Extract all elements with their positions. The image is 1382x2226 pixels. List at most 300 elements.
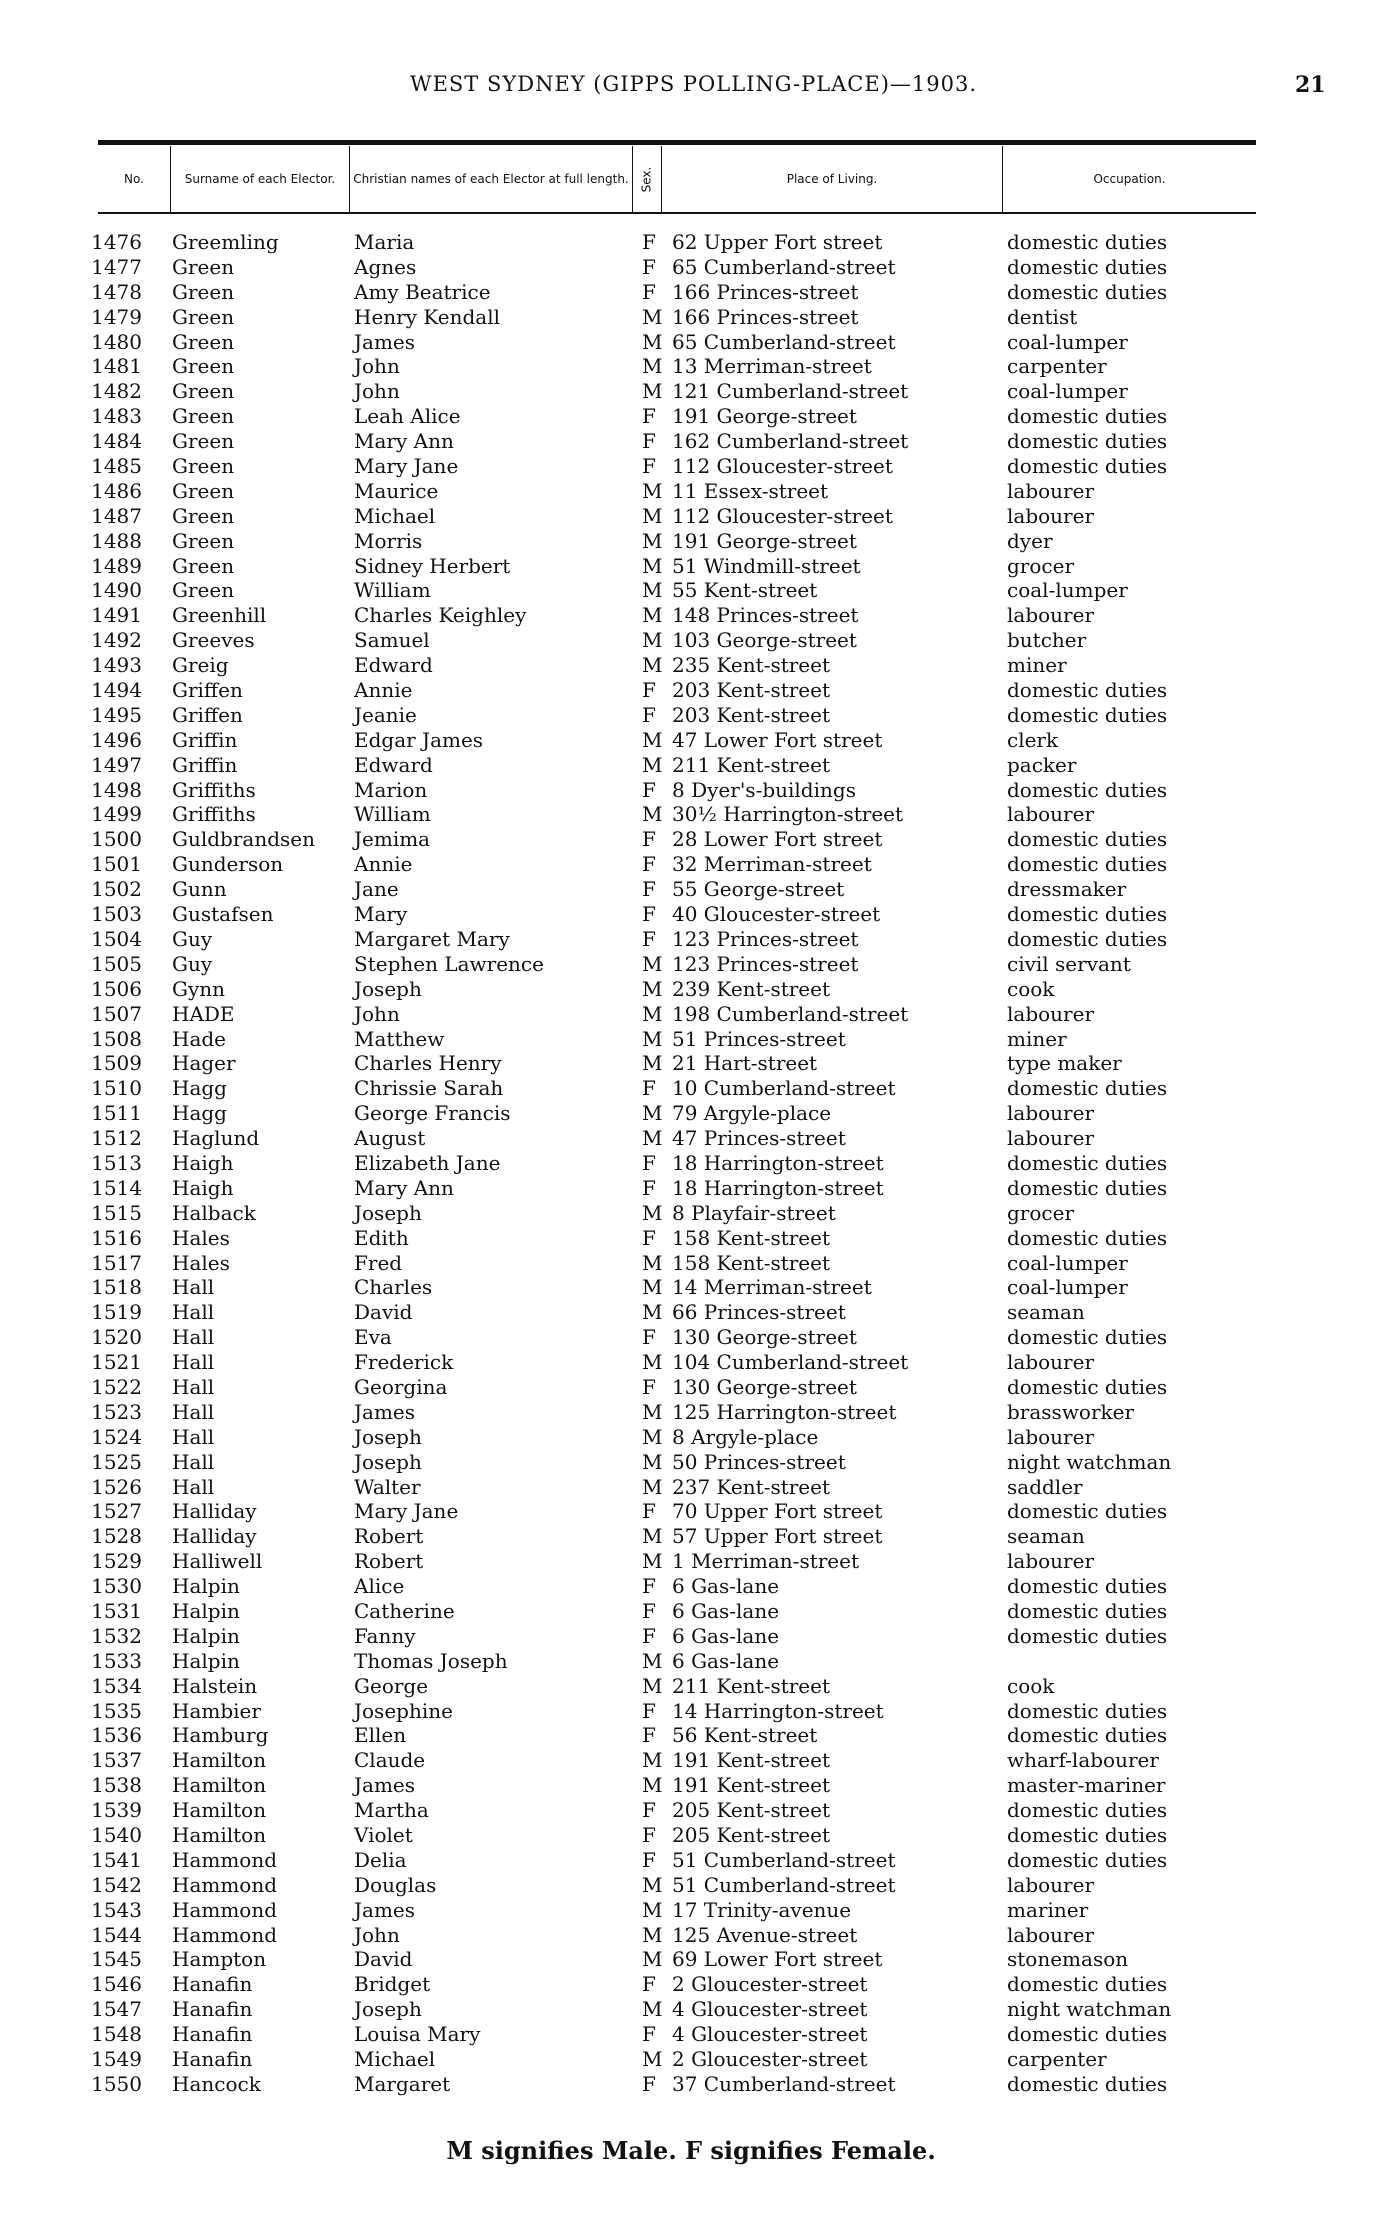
elector-sex: F [642, 2071, 656, 2096]
elector-number: 1502 [91, 877, 142, 902]
elector-occupation: coal-lumper [1007, 1250, 1128, 1275]
table-row [0, 1997, 1382, 2022]
col-header-surname: Surname of each Elector. [184, 171, 336, 186]
elector-place-of-living: 4 Gloucester-street [672, 1997, 868, 2022]
elector-number: 1543 [91, 1897, 142, 1922]
elector-christian-names: James [354, 1399, 416, 1424]
elector-surname: Green [172, 304, 235, 329]
elector-number: 1493 [91, 653, 142, 678]
elector-number: 1544 [91, 1922, 142, 1947]
elector-sex: F [642, 678, 656, 703]
elector-surname: Hager [172, 1051, 236, 1076]
elector-sex: F [642, 1798, 656, 1823]
elector-place-of-living: 121 Cumberland-street [672, 379, 909, 404]
elector-occupation: wharf-labourer [1007, 1748, 1159, 1773]
table-row [0, 255, 1382, 280]
table-row [0, 852, 1382, 877]
elector-surname: Green [172, 329, 235, 354]
elector-sex: M [642, 1001, 663, 1026]
elector-occupation: domestic duties [1007, 1499, 1168, 1524]
elector-surname: Haigh [172, 1150, 234, 1175]
table-row [0, 1699, 1382, 1724]
elector-surname: Green [172, 354, 235, 379]
elector-occupation: butcher [1007, 628, 1087, 653]
elector-christian-names: Joseph [354, 1449, 422, 1474]
elector-surname: Green [172, 578, 235, 603]
elector-place-of-living: 55 George-street [672, 877, 845, 902]
elector-occupation: domestic duties [1007, 1598, 1168, 1623]
elector-number: 1505 [91, 951, 142, 976]
elector-christian-names: Delia [354, 1847, 407, 1872]
elector-sex: M [642, 478, 663, 503]
elector-occupation: domestic duties [1007, 1150, 1168, 1175]
elector-sex: F [642, 1723, 656, 1748]
elector-surname: Hammond [172, 1872, 278, 1897]
elector-christian-names: James [354, 1773, 416, 1798]
elector-occupation: type maker [1007, 1051, 1122, 1076]
elector-occupation: miner [1007, 1026, 1067, 1051]
elector-occupation: labourer [1007, 1350, 1095, 1375]
elector-sex: M [642, 1673, 663, 1698]
elector-surname: Hall [172, 1325, 215, 1350]
elector-occupation: domestic duties [1007, 429, 1168, 454]
elector-christian-names: Mary Jane [354, 1499, 459, 1524]
elector-place-of-living: 28 Lower Fort street [672, 827, 883, 852]
elector-christian-names: Fanny [354, 1623, 416, 1648]
elector-surname: Gunderson [172, 852, 284, 877]
elector-christian-names: August [354, 1126, 426, 1151]
elector-occupation: labourer [1007, 1872, 1095, 1897]
elector-number: 1528 [91, 1524, 142, 1549]
elector-place-of-living: 123 Princes-street [672, 951, 859, 976]
elector-christian-names: Bridget [354, 1972, 431, 1997]
elector-number: 1537 [91, 1748, 142, 1773]
elector-occupation: domestic duties [1007, 1574, 1168, 1599]
table-row [0, 1923, 1382, 1948]
elector-christian-names: Joseph [354, 1997, 422, 2022]
elector-christian-names: Elizabeth Jane [354, 1150, 501, 1175]
table-row [0, 603, 1382, 628]
elector-occupation: seaman [1007, 1524, 1085, 1549]
table-row [0, 977, 1382, 1002]
elector-christian-names: Annie [354, 678, 413, 703]
elector-christian-names: Stephen Lawrence [354, 951, 544, 976]
table-row [0, 1226, 1382, 1251]
elector-occupation: domestic duties [1007, 1225, 1168, 1250]
elector-surname: Hammond [172, 1847, 278, 1872]
elector-sex: F [642, 1175, 656, 1200]
elector-number: 1497 [91, 752, 142, 777]
elector-occupation: carpenter [1007, 2047, 1107, 2072]
elector-surname: Halpin [172, 1648, 240, 1673]
elector-occupation: cook [1007, 976, 1055, 1001]
elector-place-of-living: 57 Upper Fort street [672, 1524, 883, 1549]
elector-surname: Halpin [172, 1574, 240, 1599]
elector-place-of-living: 37 Cumberland-street [672, 2071, 896, 2096]
elector-place-of-living: 235 Kent-street [672, 653, 831, 678]
elector-number: 1526 [91, 1474, 142, 1499]
elector-surname: Halliwell [172, 1549, 263, 1574]
elector-surname: Griffen [172, 702, 243, 727]
elector-number: 1492 [91, 628, 142, 653]
elector-place-of-living: 191 Kent-street [672, 1748, 831, 1773]
elector-occupation: coal-lumper [1007, 329, 1128, 354]
table-row [0, 330, 1382, 355]
elector-occupation: domestic duties [1007, 926, 1168, 951]
elector-christian-names: John [354, 379, 400, 404]
elector-number: 1535 [91, 1698, 142, 1723]
elector-occupation: domestic duties [1007, 1847, 1168, 1872]
col-header-occupation: Occupation. [1093, 171, 1166, 186]
elector-christian-names: Michael [354, 2047, 436, 2072]
elector-number: 1525 [91, 1449, 142, 1474]
elector-sex: M [642, 1101, 663, 1126]
elector-christian-names: Maurice [354, 478, 439, 503]
elector-sex: M [642, 2047, 663, 2072]
table-row [0, 1151, 1382, 1176]
elector-sex: F [642, 777, 656, 802]
table-row [0, 1251, 1382, 1276]
table-row [0, 1549, 1382, 1574]
elector-surname: Gustafsen [172, 902, 274, 927]
elector-sex: F [642, 877, 656, 902]
table-row [0, 1972, 1382, 1997]
elector-number: 1519 [91, 1300, 142, 1325]
table-row [0, 1076, 1382, 1101]
elector-surname: Hall [172, 1350, 215, 1375]
table-row [0, 653, 1382, 678]
elector-place-of-living: 55 Kent-street [672, 578, 818, 603]
elector-sex: M [642, 1922, 663, 1947]
elector-sex: F [642, 1847, 656, 1872]
elector-christian-names: William [354, 578, 431, 603]
table-row [0, 2047, 1382, 2072]
elector-surname: Greemling [172, 230, 279, 254]
elector-christian-names: Michael [354, 503, 436, 528]
elector-surname: Green [172, 279, 235, 304]
elector-occupation: domestic duties [1007, 1076, 1168, 1101]
elector-number: 1486 [91, 478, 142, 503]
elector-surname: Green [172, 429, 235, 454]
table-row [0, 1798, 1382, 1823]
elector-number: 1490 [91, 578, 142, 603]
elector-place-of-living: 65 Cumberland-street [672, 329, 896, 354]
elector-surname: Halliday [172, 1499, 257, 1524]
elector-occupation: domestic duties [1007, 777, 1168, 802]
elector-place-of-living: 6 Gas-lane [672, 1623, 780, 1648]
elector-sex: M [642, 354, 663, 379]
elector-sex: F [642, 1823, 656, 1847]
page-title: WEST SYDNEY (GIPPS POLLING-PLACE)—1903. [410, 72, 978, 96]
elector-number: 1514 [91, 1175, 142, 1200]
elector-place-of-living: 65 Cumberland-street [672, 254, 896, 279]
elector-surname: Hamilton [172, 1773, 267, 1798]
elector-occupation: coal-lumper [1007, 379, 1128, 404]
elector-occupation: packer [1007, 752, 1077, 777]
elector-number: 1550 [91, 2071, 142, 2096]
elector-christian-names: Robert [354, 1524, 424, 1549]
elector-christian-names: Eva [354, 1325, 392, 1350]
elector-number: 1517 [91, 1250, 142, 1275]
elector-number: 1518 [91, 1275, 142, 1300]
elector-occupation: domestic duties [1007, 902, 1168, 927]
elector-occupation: domestic duties [1007, 1972, 1168, 1997]
header-rule-bottom [98, 212, 1256, 214]
elector-place-of-living: 162 Cumberland-street [672, 429, 909, 454]
table-row [0, 230, 1382, 255]
elector-number: 1501 [91, 852, 142, 877]
elector-place-of-living: 17 Trinity-avenue [672, 1897, 852, 1922]
elector-number: 1491 [91, 603, 142, 628]
elector-sex: M [642, 1026, 663, 1051]
elector-occupation: domestic duties [1007, 1374, 1168, 1399]
elector-place-of-living: 4 Gloucester-street [672, 2022, 868, 2047]
elector-occupation: labourer [1007, 503, 1095, 528]
elector-number: 1533 [91, 1648, 142, 1673]
elector-place-of-living: 205 Kent-street [672, 1798, 831, 1823]
table-row [0, 404, 1382, 429]
table-row [0, 1773, 1382, 1798]
elector-place-of-living: 18 Harrington-street [672, 1175, 884, 1200]
elector-occupation: domestic duties [1007, 1798, 1168, 1823]
elector-sex: F [642, 404, 656, 429]
elector-occupation: domestic duties [1007, 678, 1168, 703]
elector-place-of-living: 1 Merriman-street [672, 1549, 860, 1574]
elector-occupation: domestic duties [1007, 254, 1168, 279]
elector-place-of-living: 203 Kent-street [672, 702, 831, 727]
table-row [0, 1126, 1382, 1151]
elector-christian-names: Martha [354, 1798, 429, 1823]
elector-number: 1482 [91, 379, 142, 404]
elector-number: 1489 [91, 553, 142, 578]
elector-christian-names: Annie [354, 852, 413, 877]
elector-number: 1541 [91, 1847, 142, 1872]
table-row [0, 1574, 1382, 1599]
table-row [0, 753, 1382, 778]
elector-sex: F [642, 1325, 656, 1350]
table-row [0, 1624, 1382, 1649]
elector-number: 1476 [91, 230, 142, 254]
col-header-place: Place of Living. [786, 171, 878, 186]
elector-christian-names: Margaret Mary [354, 926, 510, 951]
elector-surname: Hamilton [172, 1823, 267, 1847]
elector-sex: M [642, 1897, 663, 1922]
elector-place-of-living: 40 Gloucester-street [672, 902, 881, 927]
elector-surname: Hagg [172, 1101, 227, 1126]
elector-number: 1487 [91, 503, 142, 528]
elector-sex: M [642, 1773, 663, 1798]
elector-surname: Hamburg [172, 1723, 269, 1748]
elector-christian-names: Mary Ann [354, 429, 454, 454]
table-row [0, 1300, 1382, 1325]
elector-surname: Hales [172, 1250, 230, 1275]
elector-number: 1481 [91, 354, 142, 379]
elector-christian-names: Charles [354, 1275, 433, 1300]
elector-sex: F [642, 1076, 656, 1101]
table-row [0, 504, 1382, 529]
elector-number: 1499 [91, 802, 142, 827]
table-row [0, 628, 1382, 653]
elector-christian-names: Chrissie Sarah [354, 1076, 504, 1101]
elector-number: 1520 [91, 1325, 142, 1350]
elector-sex: F [642, 702, 656, 727]
elector-list [0, 230, 1382, 2097]
elector-number: 1532 [91, 1623, 142, 1648]
elector-christian-names: David [354, 1947, 413, 1972]
col-header-sex-cell [633, 146, 661, 212]
elector-surname: Hall [172, 1374, 215, 1399]
elector-surname: Guy [172, 926, 213, 951]
elector-sex: M [642, 1997, 663, 2022]
elector-sex: M [642, 578, 663, 603]
elector-occupation: labourer [1007, 478, 1095, 503]
elector-number: 1538 [91, 1773, 142, 1798]
elector-place-of-living: 47 Lower Fort street [672, 727, 883, 752]
elector-occupation: labourer [1007, 802, 1095, 827]
elector-sex: M [642, 1748, 663, 1773]
elector-surname: Green [172, 503, 235, 528]
elector-surname: Hall [172, 1424, 215, 1449]
elector-number: 1523 [91, 1399, 142, 1424]
elector-number: 1506 [91, 976, 142, 1001]
elector-christian-names: Douglas [354, 1872, 437, 1897]
page-number: 21 [1295, 72, 1326, 98]
elector-christian-names: Morris [354, 528, 423, 553]
table-row [0, 1947, 1382, 1972]
elector-christian-names: Amy Beatrice [354, 279, 491, 304]
elector-number: 1540 [91, 1823, 142, 1847]
elector-christian-names: Samuel [354, 628, 430, 653]
elector-place-of-living: 79 Argyle-place [672, 1101, 832, 1126]
elector-christian-names: Maria [354, 230, 415, 254]
elector-surname: Green [172, 553, 235, 578]
elector-occupation: coal-lumper [1007, 1275, 1128, 1300]
elector-place-of-living: 205 Kent-street [672, 1823, 831, 1847]
elector-occupation: labourer [1007, 603, 1095, 628]
elector-christian-names: Sidney Herbert [354, 553, 511, 578]
table-row [0, 280, 1382, 305]
elector-occupation: domestic duties [1007, 1325, 1168, 1350]
elector-number: 1494 [91, 678, 142, 703]
elector-surname: Hanafin [172, 1972, 253, 1997]
elector-sex: M [642, 1250, 663, 1275]
elector-number: 1531 [91, 1598, 142, 1623]
elector-place-of-living: 51 Cumberland-street [672, 1872, 896, 1897]
elector-sex: M [642, 1275, 663, 1300]
header-rule-top [98, 140, 1256, 145]
elector-sex: M [642, 304, 663, 329]
elector-surname: Guy [172, 951, 213, 976]
table-row [0, 1002, 1382, 1027]
elector-occupation: labourer [1007, 1424, 1095, 1449]
elector-christian-names: Catherine [354, 1598, 455, 1623]
elector-place-of-living: 198 Cumberland-street [672, 1001, 909, 1026]
elector-surname: Hales [172, 1225, 230, 1250]
elector-place-of-living: 125 Harrington-street [672, 1399, 897, 1424]
elector-surname: Hall [172, 1275, 215, 1300]
elector-christian-names: Jeanie [354, 702, 417, 727]
elector-surname: Green [172, 254, 235, 279]
elector-place-of-living: 6 Gas-lane [672, 1598, 780, 1623]
table-row [0, 1201, 1382, 1226]
elector-christian-names: Joseph [354, 1200, 422, 1225]
elector-number: 1509 [91, 1051, 142, 1076]
elector-surname: Green [172, 528, 235, 553]
elector-sex: M [642, 1126, 663, 1151]
elector-sex: M [642, 1051, 663, 1076]
elector-surname: Halstein [172, 1673, 258, 1698]
table-row [0, 1649, 1382, 1674]
table-row [0, 1101, 1382, 1126]
elector-number: 1507 [91, 1001, 142, 1026]
elector-number: 1488 [91, 528, 142, 553]
elector-occupation: labourer [1007, 1922, 1095, 1947]
elector-place-of-living: 104 Cumberland-street [672, 1350, 909, 1375]
elector-sex: F [642, 230, 656, 254]
elector-christian-names: James [354, 1897, 416, 1922]
elector-surname: Haglund [172, 1126, 260, 1151]
table-row [0, 1375, 1382, 1400]
elector-christian-names: John [354, 1001, 400, 1026]
elector-sex: F [642, 279, 656, 304]
table-row [0, 1450, 1382, 1475]
elector-number: 1479 [91, 304, 142, 329]
elector-christian-names: Josephine [354, 1698, 453, 1723]
elector-surname: Greeves [172, 628, 255, 653]
elector-occupation: labourer [1007, 1101, 1095, 1126]
elector-christian-names: Edward [354, 653, 433, 678]
elector-place-of-living: 191 George-street [672, 528, 857, 553]
elector-surname: Griffiths [172, 802, 256, 827]
elector-place-of-living: 47 Princes-street [672, 1126, 846, 1151]
elector-sex: M [642, 1549, 663, 1574]
elector-occupation: night watchman [1007, 1997, 1172, 2022]
elector-number: 1503 [91, 902, 142, 927]
elector-number: 1484 [91, 429, 142, 454]
elector-place-of-living: 14 Harrington-street [672, 1698, 884, 1723]
elector-number: 1511 [91, 1101, 142, 1126]
elector-place-of-living: 125 Avenue-street [672, 1922, 858, 1947]
table-row [0, 728, 1382, 753]
elector-christian-names: Thomas Joseph [354, 1648, 508, 1673]
elector-sex: M [642, 1872, 663, 1897]
elector-place-of-living: 69 Lower Fort street [672, 1947, 883, 1972]
table-row [0, 827, 1382, 852]
elector-place-of-living: 191 Kent-street [672, 1773, 831, 1798]
elector-occupation: domestic duties [1007, 1823, 1168, 1847]
elector-christian-names: John [354, 1922, 400, 1947]
elector-number: 1508 [91, 1026, 142, 1051]
elector-christian-names: Edgar James [354, 727, 484, 752]
elector-occupation: domestic duties [1007, 1698, 1168, 1723]
elector-number: 1521 [91, 1350, 142, 1375]
elector-surname: Haigh [172, 1175, 234, 1200]
elector-christian-names: Joseph [354, 1424, 422, 1449]
elector-number: 1530 [91, 1574, 142, 1599]
elector-surname: Hagg [172, 1076, 227, 1101]
elector-christian-names: Matthew [354, 1026, 445, 1051]
elector-surname: Guldbrandsen [172, 827, 316, 852]
elector-surname: Hade [172, 1026, 227, 1051]
elector-occupation: domestic duties [1007, 702, 1168, 727]
elector-christian-names: Henry Kendall [354, 304, 501, 329]
elector-christian-names: Marion [354, 777, 428, 802]
elector-surname: Greenhill [172, 603, 267, 628]
elector-place-of-living: 51 Cumberland-street [672, 1847, 896, 1872]
elector-sex: F [642, 1698, 656, 1723]
elector-occupation: domestic duties [1007, 1175, 1168, 1200]
elector-sex: M [642, 976, 663, 1001]
